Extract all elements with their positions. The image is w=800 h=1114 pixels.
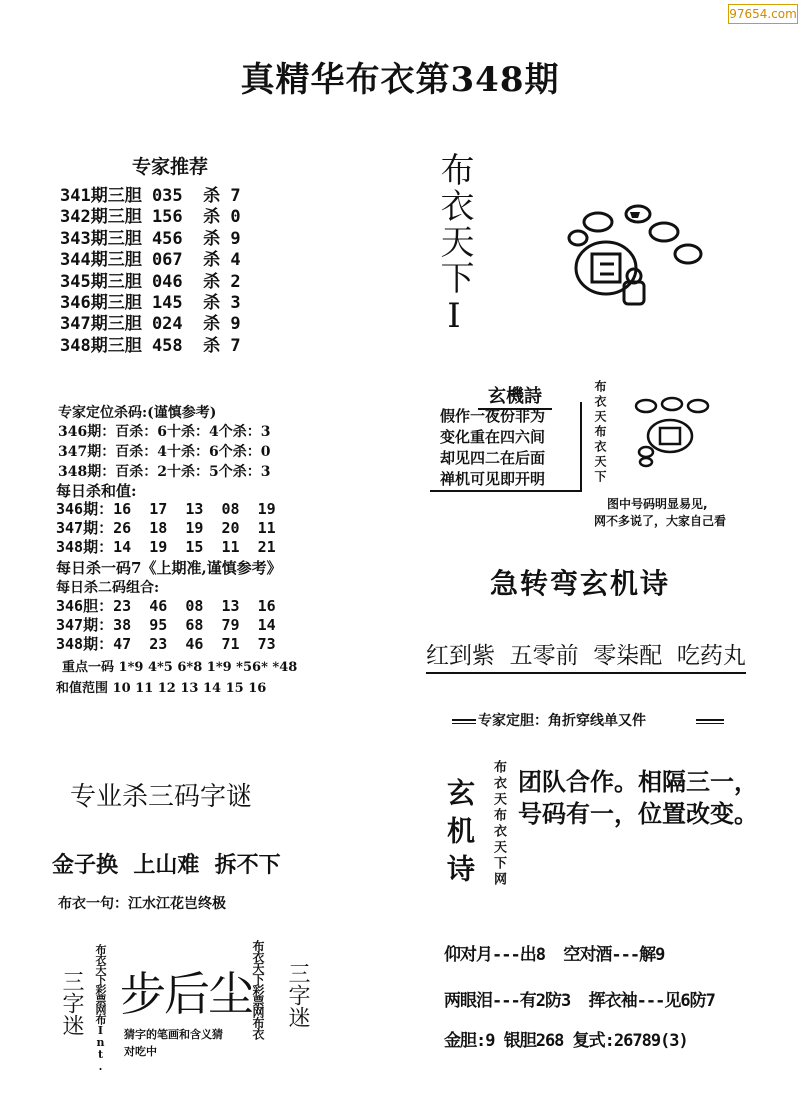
- daily-kill-one: 每日杀一码7《上期准,谨慎参考》: [56, 559, 282, 577]
- sum-range: 和值范围 10 11 12 13 14 15 16: [56, 681, 267, 696]
- daily-two-row: 347期：38 95 68 79 14: [56, 616, 276, 634]
- riddle-line3: 金胆:9 银胆268 复式:26789(3): [444, 1031, 688, 1051]
- expert-dan: 专家定胆：角折穿线单又件: [478, 713, 646, 729]
- daily-two-heading: 每日杀二码组合:: [56, 580, 160, 596]
- xuanji-poem-line: 却见四二在后面: [440, 449, 546, 467]
- page-title: 真精华布衣第348期: [240, 60, 560, 100]
- position-kill-row: 347期：百杀：4十杀：6个杀：0: [58, 444, 271, 460]
- daily-sum-row: 347期：26 18 19 20 11: [56, 519, 276, 537]
- daily-two-row: 348期：47 23 46 71 73: [56, 635, 276, 653]
- riddle-big-chars: 步后尘: [120, 967, 252, 1021]
- expert-row: 343期三胆 456 杀 9: [60, 228, 241, 249]
- xuanji-side-vertical: 布衣天布衣天下: [593, 380, 607, 485]
- xuanji-poem-line: 变化重在四六间: [440, 428, 546, 446]
- riddle-hint-line1: 猜字的笔画和含义猜: [124, 1028, 223, 1041]
- expert-list: [60, 186, 241, 357]
- kill-three-heading: 专业杀三码字谜: [70, 782, 253, 812]
- xuanji-note-line2: 网不多说了，大家自己看: [594, 514, 727, 528]
- xuanji-box-border: [430, 402, 582, 492]
- key-code: 重点一码 1*9 4*5 6*8 1*9 *56* *48: [62, 660, 298, 675]
- expert-row: 344期三胆 067 杀 4: [60, 250, 241, 271]
- riddle-hint-line2: 对吃中: [124, 1045, 157, 1058]
- expert-heading: 专家推荐: [132, 156, 209, 178]
- expert-row: 346期三胆 145 杀 3: [60, 293, 241, 314]
- xuanji-poem-line: 假作一夜份非为: [440, 407, 546, 425]
- riddle-left-label: 三字迷: [59, 970, 84, 1036]
- daily-two-row: 346胆：23 46 08 13 16: [56, 597, 276, 615]
- riddle-right-label: 三字迷: [285, 962, 310, 1028]
- expert-dan-rule-left2: [452, 723, 476, 724]
- riddle-line2: 两眼泪---有2防3 挥衣袖---见6防7: [444, 991, 715, 1011]
- riddle-left-vertical: 布衣天下彩票网布Int.: [94, 944, 107, 1072]
- xuanji-vertical: 玄机诗: [443, 778, 476, 892]
- jizhuan-line: 红到紫 五零前 零柒配 吃药丸: [426, 637, 746, 674]
- doodle-drawing-top: [560, 190, 720, 320]
- site-badge: 97654.com: [728, 4, 798, 24]
- jizhuan-heading: 急转弯玄机诗: [490, 567, 671, 600]
- kill-three-phrase: 金子换 上山难 拆不下: [52, 852, 281, 878]
- riddle-right-vertical: 布衣天下彩票网布衣: [251, 940, 265, 1039]
- xuanji-poem-line: 禅机可见即开明: [440, 470, 546, 488]
- expert-dan-rule-right: [696, 719, 724, 721]
- expert-row: 347期三胆 024 杀 9: [60, 314, 241, 335]
- xuanji-heading: 玄機詩: [478, 382, 552, 410]
- expert-row: 341期三胆 035 杀 7: [60, 186, 241, 206]
- daily-sum-heading: 每日杀和值:: [56, 482, 137, 500]
- team-poem-line1: 团队合作。相隔三一，: [518, 767, 758, 796]
- buyi-net-vertical: 布衣天布衣天下网: [491, 760, 506, 888]
- kill-three-one-line: 布衣一句：江水江花岂终极: [58, 896, 226, 912]
- buyi-tianxia-title: 布衣天下I: [434, 152, 474, 338]
- daily-sum-list: [56, 500, 276, 557]
- position-kill-row: 346期：百杀：6十杀：4个杀：3: [58, 424, 271, 440]
- daily-sum-row: 348期：14 19 15 11 21: [56, 538, 276, 556]
- xuanji-note-line1: 图中号码明显易见,: [607, 497, 708, 511]
- expert-dan-rule-right2: [696, 723, 724, 724]
- position-kill-row: 348期：百杀：2十杀：5个杀：3: [58, 464, 271, 480]
- expert-row: 342期三胆 156 杀 0: [60, 207, 241, 228]
- position-kill-heading: 专家定位杀码:(谨慎参考): [58, 405, 217, 421]
- expert-dan-rule-left: [452, 719, 476, 721]
- team-poem-line2: 号码有一，位置改变。: [518, 799, 758, 828]
- riddle-line1: 仰对月---出8 空对酒---解9: [444, 945, 665, 965]
- position-kill-list: [58, 422, 270, 482]
- daily-two-list: [56, 597, 276, 654]
- expert-row: 345期三胆 046 杀 2: [60, 271, 241, 292]
- doodle-drawing-mid: [626, 394, 736, 474]
- daily-sum-row: 346期：16 17 13 08 19: [56, 500, 276, 518]
- expert-row: 348期三胆 458 杀 7: [60, 335, 241, 356]
